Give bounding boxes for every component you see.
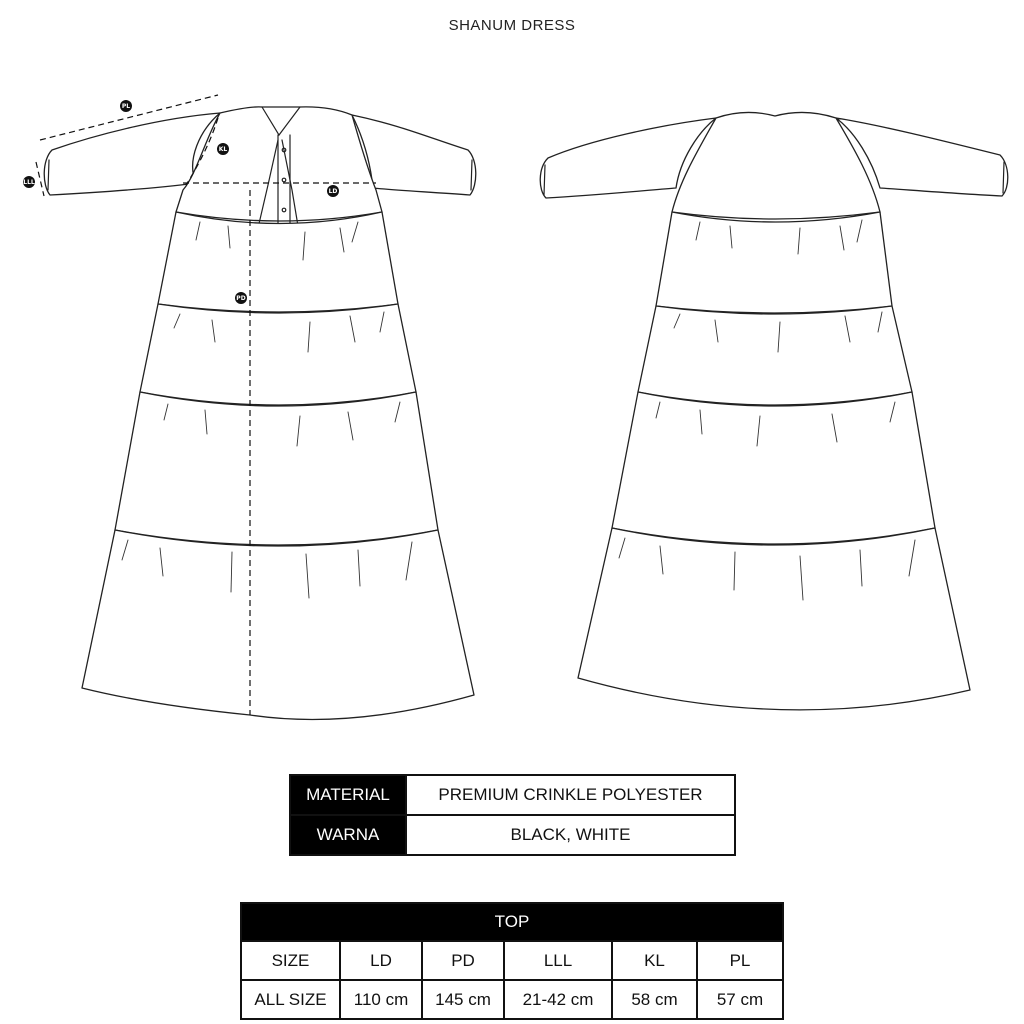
svg-text:LD: LD — [328, 188, 338, 195]
color-label: WARNA — [290, 815, 406, 855]
color-value: BLACK, WHITE — [406, 815, 735, 855]
material-row — [290, 775, 735, 815]
material-label: MATERIAL — [290, 775, 406, 815]
table-cell: ALL SIZE — [241, 980, 340, 1019]
material-value: PREMIUM CRINKLE POLYESTER — [406, 775, 735, 815]
column-header: PL — [697, 941, 783, 980]
back-tier-1 — [656, 212, 892, 313]
size-chart-title: TOP — [241, 903, 783, 941]
table-row — [241, 980, 783, 1019]
svg-text:LLL: LLL — [23, 179, 35, 186]
measure-tag-pl — [120, 100, 132, 112]
column-header: PD — [422, 941, 504, 980]
table-cell: 145 cm — [422, 980, 504, 1019]
back-view — [540, 112, 1008, 709]
svg-text:PD: PD — [236, 295, 246, 302]
back-tier-4 — [578, 528, 970, 710]
size-chart-table — [240, 902, 784, 1020]
back-tier-3 — [612, 392, 935, 544]
measure-tag-ld — [327, 185, 339, 197]
front-tier-4 — [82, 530, 474, 720]
measure-tag-kl — [217, 143, 229, 155]
column-header: LLL — [504, 941, 612, 980]
front-tier-2 — [140, 304, 416, 405]
size-chart-header-row — [241, 941, 783, 980]
column-header: LD — [340, 941, 422, 980]
table-cell: 110 cm — [340, 980, 422, 1019]
color-row — [290, 815, 735, 855]
table-cell: 57 cm — [697, 980, 783, 1019]
measure-tag-lll — [23, 176, 35, 188]
front-tier-1 — [158, 212, 398, 312]
svg-text:PL: PL — [121, 103, 131, 110]
front-tier-3 — [115, 392, 438, 545]
measure-tag-pd — [235, 292, 247, 304]
page-title: SHANUM DRESS — [448, 17, 576, 34]
column-header: KL — [612, 941, 697, 980]
table-cell: 21-42 cm — [504, 980, 612, 1019]
svg-text:KL: KL — [218, 146, 228, 153]
front-view — [23, 95, 476, 720]
material-table — [289, 774, 736, 856]
column-header: SIZE — [241, 941, 340, 980]
back-tier-2 — [638, 306, 912, 405]
table-cell: 58 cm — [612, 980, 697, 1019]
size-chart-title-row — [241, 903, 783, 941]
